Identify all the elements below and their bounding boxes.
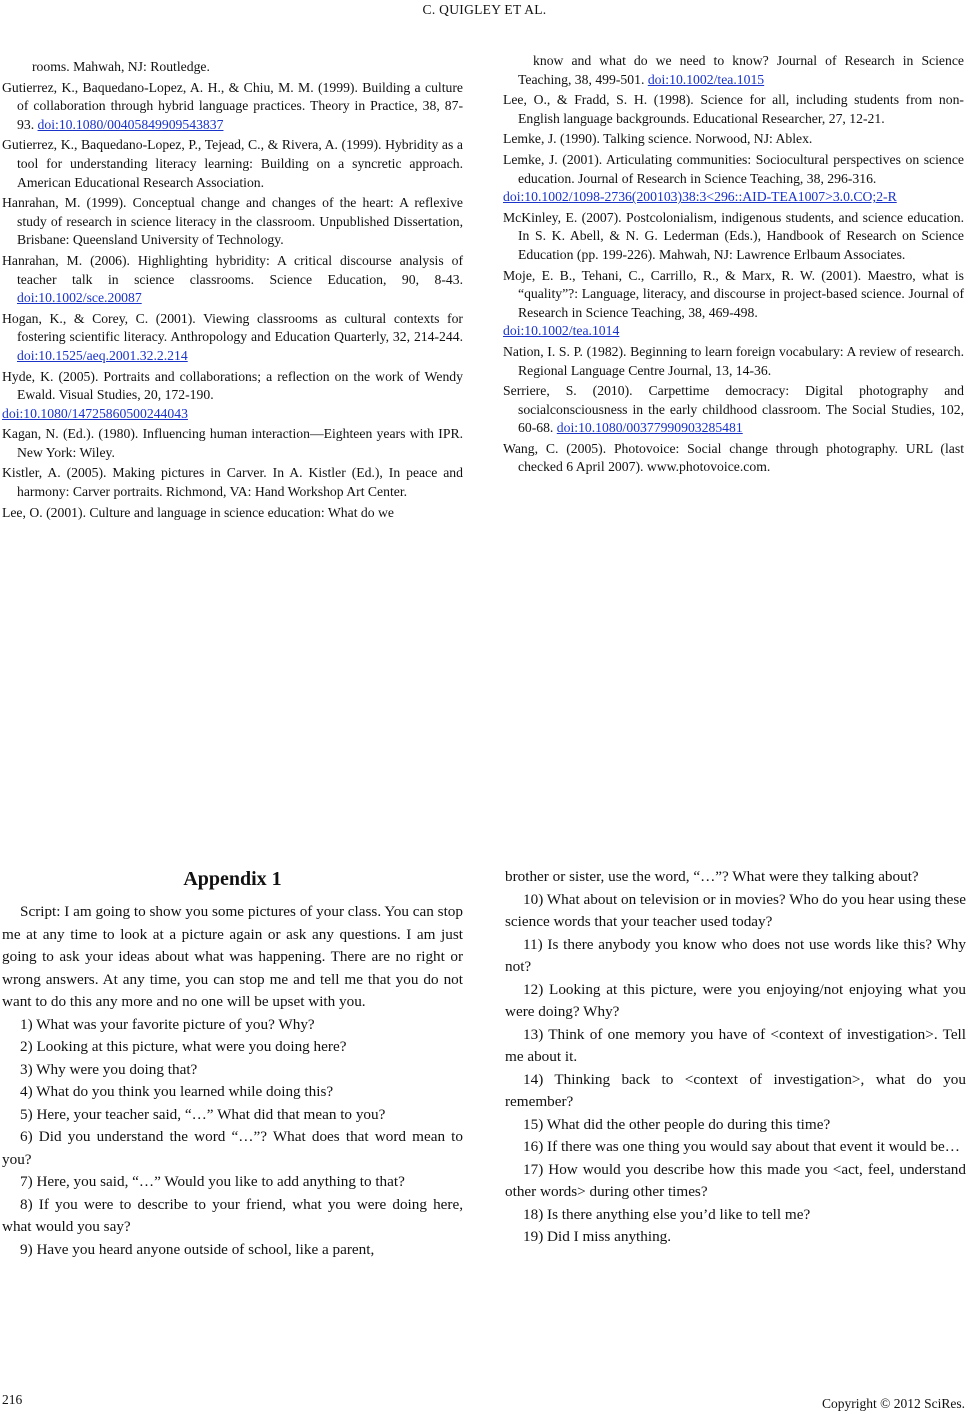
question-item: 10) What about on television or in movies? Who do you hear using these science words that your teacher used today? <box>505 890 966 930</box>
question-item: 16) If there was one thing you would say about that event it would be… <box>523 1138 960 1155</box>
doi-link[interactable]: doi:10.1002/sce.20087 <box>17 290 142 306</box>
appendix-left-column <box>2 868 463 1261</box>
question-item: 13) Think of one memory you have of <context of investigation>. Tell me about it. <box>505 1025 966 1065</box>
question-item: 3) Why were you doing that? <box>20 1060 198 1078</box>
question-item: 5) Here, your teacher said, “…” What did that mean to you? <box>20 1105 386 1123</box>
copyright-notice: Copyright © 2012 SciRes. <box>821 1396 965 1411</box>
reference-item: Hyde, K. (2005). Portraits and collaborations; a reflection on the work of Wendy Ewald. Visual Studies, 20, 172-190. doi:10.1080/14725860500244043 <box>2 368 463 421</box>
running-header: C. QUIGLEY ET AL. <box>422 2 547 17</box>
reference-item: Lee, O. (2001). Culture and language in science education: What do we <box>2 504 394 520</box>
question-item: 19) Did I miss anything. <box>523 1228 672 1245</box>
page-number: 216 <box>2 1392 23 1407</box>
references-left-column <box>2 58 463 524</box>
appendix-right-column <box>505 866 966 1249</box>
question-item: 2) Looking at this picture, what were you doing here? <box>20 1038 347 1055</box>
question-item: 8) If you were to describe to your friend, what you were doing here, what would you say? <box>2 1195 463 1235</box>
question-item: 12) Looking at this picture, were you enjoying/not enjoying what you were doing? Why? <box>505 980 966 1020</box>
question-continuation: brother or sister, use the word, “…”? What were they talking about? <box>505 868 919 885</box>
references-right-column <box>503 52 964 479</box>
appendix-intro: Script: I am going to show you some pictures of your class. You can stop me at any time to look at a picture again or ask any questions. I am just going to ask your ideas about what was happening. There are no right or wrong answers. At any time, you can stop me and tell me that you do not want to do this any more and no one will be upset with you. <box>2 903 463 1010</box>
question-item: 4) What do you think you learned while doing this? <box>20 1083 334 1100</box>
reference-item: rooms. Mahwah, NJ: Routledge. <box>32 59 210 74</box>
doi-link[interactable]: doi:10.1002/1098-2736(200103)38:3<296::AID-TEA1007>3.0.CO;2-R <box>503 189 897 205</box>
question-item: 17) How would you describe how this made you <act, feel, understand other words> during other times? <box>505 1160 966 1200</box>
reference-item: Hanrahan, M. (1999). Conceptual change and changes of the heart: A reflexive study of research in science literacy in the classroom. Unpublished Dissertation, Brisbane: Queensland University of Technology. <box>2 195 463 248</box>
doi-link[interactable]: doi:10.1080/00405849909543837 <box>37 116 224 132</box>
reference-item: Kistler, A. (2005). Making pictures in Carver. In A. Kistler (Ed.), In peace and harmony: Carver portraits. Richmond, VA: Hand Workshop Art Center. <box>2 465 463 500</box>
reference-item: Nation, I. S. P. (1982). Beginning to learn foreign vocabulary: A review of research. Regional Language Centre Journal, 13, 14-36. <box>503 343 964 378</box>
doi-link[interactable]: doi:10.1002/tea.1014 <box>503 323 620 339</box>
question-item: 14) Thinking back to <context of investigation>, what do you remember? <box>505 1070 966 1110</box>
reference-item: Lee, O., & Fradd, S. H. (1998). Science for all, including students from non-English language backgrounds. Educational Researcher, 27, 12-21. <box>503 92 964 126</box>
question-item: 11) Is there anybody you know who does not use words like this? Why not? <box>505 935 966 975</box>
appendix-heading: Appendix 1 <box>183 868 282 890</box>
reference-item: Lemke, J. (1990). Talking science. Norwood, NJ: Ablex. <box>503 131 813 147</box>
question-item: 18) Is there anything else you’d like to tell me? <box>523 1205 811 1223</box>
reference-item: Kagan, N. (Ed.). (1980). Influencing human interaction—Eighteen years with IPR. New York: Wiley. <box>2 426 463 460</box>
question-item: 15) What did the other people do during this time? <box>523 1115 831 1133</box>
reference-item: know and what do we need to know? Journal of Research in Science Teaching, 38, 499-501. doi:10.1002/tea.1015 <box>518 53 964 87</box>
reference-item: Lemke, J. (2001). Articulating communities: Sociocultural perspectives on science education. Journal of Research in Science Teaching, 38, 296-316. doi:10.1002/1098-2736(200103)38:3<296::AID-TEA1007>3.0.CO;2-R <box>503 151 964 205</box>
reference-item: Hogan, K., & Corey, C. (2001). Viewing classrooms as cultural contexts for fostering scientific literacy. Anthropology and Education Quarterly, 32, 214-244. doi:10.1525/aeq.2001.32.2.214 <box>2 310 463 363</box>
reference-item: Wang, C. (2005). Photovoice: Social change through photography. URL (last checked 6 April 2007). www.photovoice.com. <box>503 440 964 475</box>
reference-item: Hanrahan, M. (2006). Highlighting hybridity: A critical discourse analysis of teacher talk in science classrooms. Science Education, 90, 8-43. doi:10.1002/sce.20087 <box>2 252 463 306</box>
reference-item: Gutierrez, K., Baquedano-Lopez, A. H., & Chiu, M. M. (1999). Building a culture of collaboration through hybrid language practices. Theory in Practice, 38, 87-93. doi:10.1080/00405849909543837 <box>2 79 463 132</box>
reference-item: Moje, E. B., Tehani, C., Carrillo, R., & Marx, R. W. (2001). Maestro, what is “quality”?: Language, literacy, and discourse in project-based science. Journal of Research in Science Teaching, 38, 469-498. doi:10.1002/tea.1014 <box>503 267 964 339</box>
question-item: 1) What was your favorite picture of you? Why? <box>20 1015 315 1033</box>
reference-item: McKinley, E. (2007). Postcolonialism, indigenous students, and science education. In S. K. Abell, & N. G. Lederman (Eds.), Handbook of Research on Science Education (pp. 199-226). Mahwah, NJ: Lawrence Erlbaum Associates. <box>503 209 964 262</box>
doi-link[interactable]: doi:10.1002/tea.1015 <box>647 71 765 87</box>
reference-item: Gutierrez, K., Baquedano-Lopez, P., Tejead, C., & Rivera, A. (1999). Hybridity as a tool for understanding literacy learning: Building on a syncretic approach. American Educational Research Association. <box>2 137 463 190</box>
question-item: 6) Did you understand the word “…”? What does that word mean to you? <box>2 1128 463 1168</box>
question-item: 7) Here, you said, “…” Would you like to add anything to that? <box>20 1173 405 1190</box>
doi-link[interactable]: doi:10.1080/00377990903285481 <box>556 420 743 436</box>
reference-item: Serriere, S. (2010). Carpettime democracy: Digital photography and socialconsciousness in the early childhood classroom. The Social Studies, 102, 60-68. doi:10.1080/00377990903285481 <box>503 383 964 436</box>
doi-link[interactable]: doi:10.1080/14725860500244043 <box>2 405 188 421</box>
question-item: 9) Have you heard anyone outside of school, like a parent, <box>20 1240 375 1258</box>
doi-link[interactable]: doi:10.1525/aeq.2001.32.2.214 <box>17 347 188 363</box>
